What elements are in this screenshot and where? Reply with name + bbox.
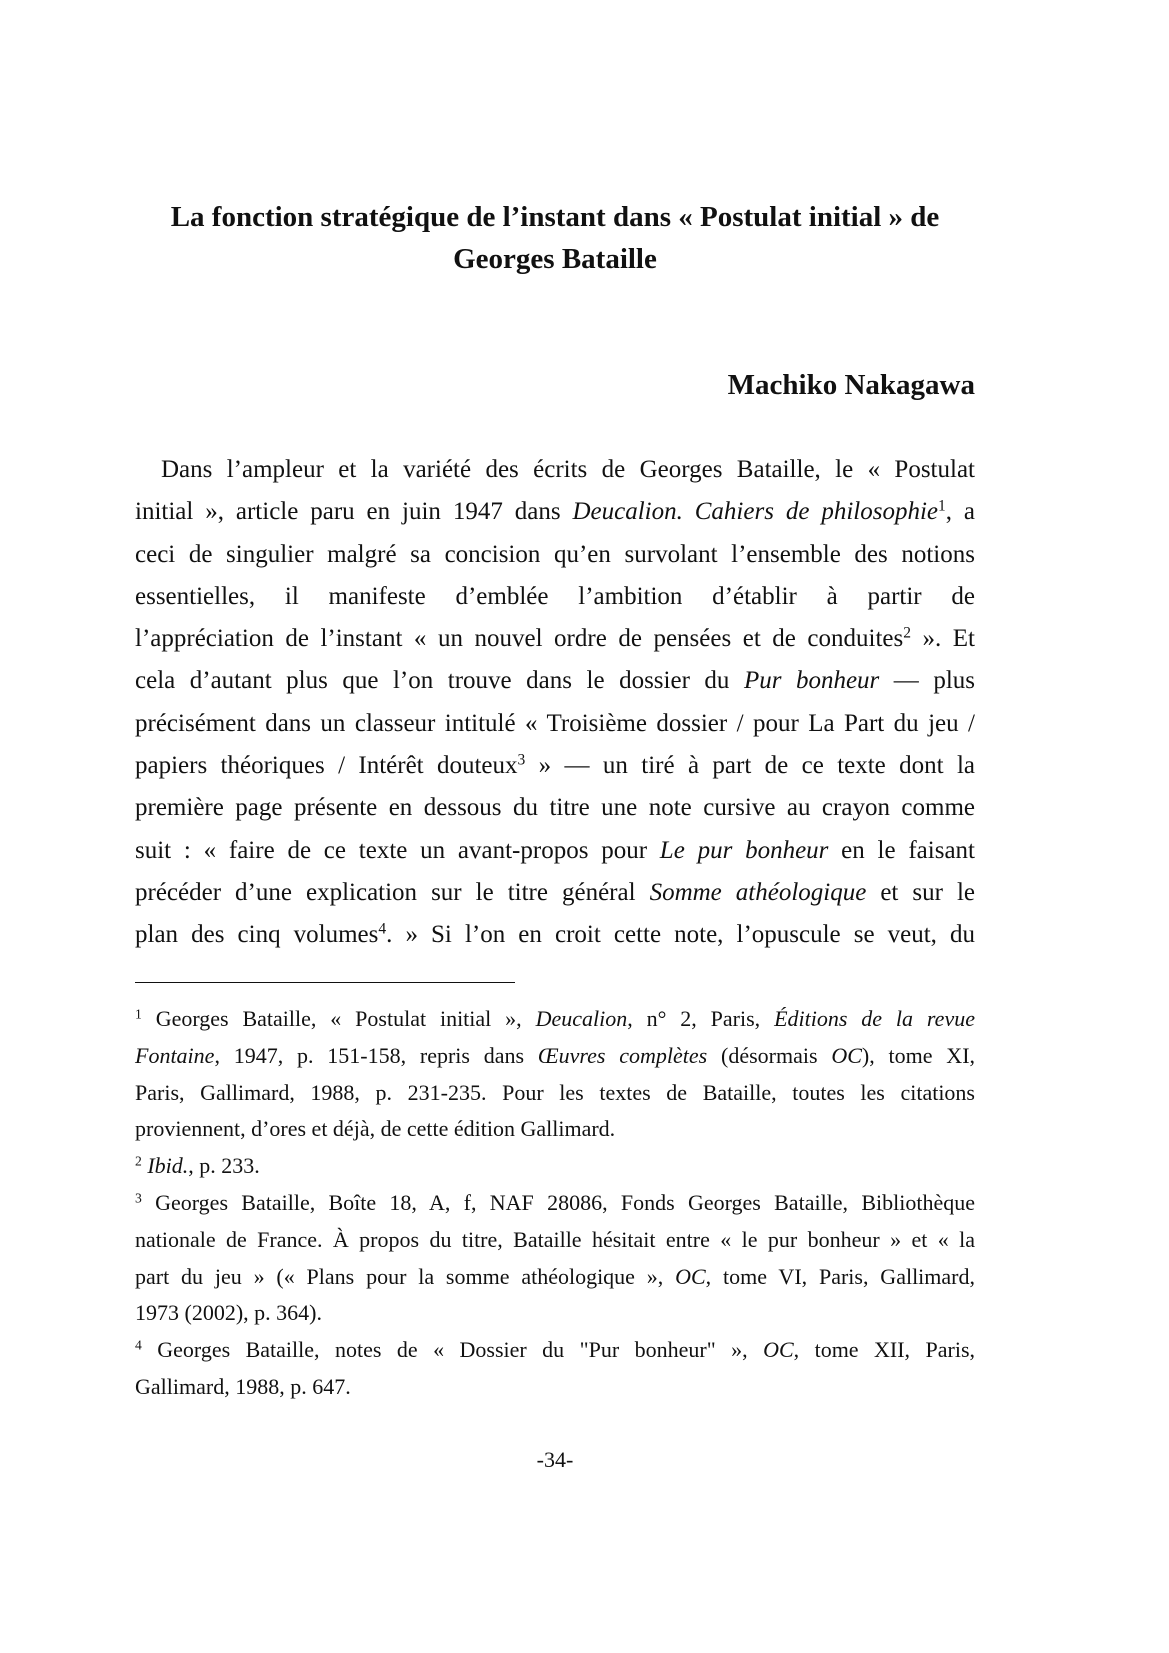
italic-text: Deucalion [535,1006,628,1031]
text-segment: papiers théoriques / Intérêt douteux [135,752,518,780]
text-segment: précéder d’une explication sur le titre général [135,878,650,906]
text-line [135,1001,975,1038]
text-segment: l’appréciation de l’instant « un nouvel ordre de pensées et de conduites [135,625,904,653]
text-line [135,618,975,660]
text-segment: , p. 233. [188,1153,260,1179]
text-line [135,1148,975,1185]
footnotes [135,1001,975,1406]
text-segment: , n° 2, Paris, [627,1006,775,1031]
italic-text: OC [831,1042,862,1068]
text-segment: ), tome XI, [861,1042,976,1068]
text-segment: . » Si l’on en croit cette note, l’opuscule se veut, du [386,921,975,949]
text-segment: initial », article paru en juin 1947 dans [135,498,573,526]
italic-text: Fontaine [135,1042,215,1068]
italic-text: OC [675,1263,706,1289]
body-paragraph [135,449,975,957]
footnote-2 [135,1148,975,1185]
footnote-3 [135,1185,975,1332]
text-segment: Georges Bataille, notes de « Dossier du "Pur bonheur" », [141,1337,764,1363]
footnote-reference: 2 [135,1153,142,1169]
italic-text: Pur bonheur [743,667,880,695]
text-segment: précisément dans un classeur intitulé « Troisième dossier / pour La Part du jeu / [135,709,975,737]
text-segment: Georges Bataille, Boîte 18, A, f, NAF 28086, Fonds Georges Bataille, Bibliothèque [141,1189,975,1215]
italic-text: Ibid. [147,1153,189,1179]
italic-text: Œuvres complètes [537,1042,708,1068]
italic-text: Deucalion. Cahiers de philosophie [572,498,938,526]
text-line [135,1222,975,1259]
text-line [135,1295,975,1332]
text-segment: Gallimard, 1988, p. 647. [135,1373,351,1399]
title-line: Georges Bataille [453,243,657,275]
text-line [135,1259,975,1296]
text-segment: 1973 (2002), p. 364). [135,1300,322,1326]
text-segment: essentielles, il manifeste d’emblée l’ambition d’établir à partir de [135,582,975,610]
footnote-4 [135,1332,975,1406]
text-line [135,1332,975,1369]
text-segment: — plus [879,667,975,695]
text-line [135,660,975,702]
text-segment: (désormais [707,1042,832,1068]
text-segment: cela d’autant plus que l’on trouve dans le dossier du [135,667,744,695]
footnote-reference: 3 [135,1190,142,1206]
text-segment: proviennent, d’ores et déjà, de cette édition Gallimard. [135,1116,616,1142]
text-segment: première page présente en dessous du titre une note cursive au crayon comme [135,794,975,822]
text-segment: nationale de France. À propos du titre, Bataille hésitait entre « le pur bonheur » et « la [135,1226,975,1252]
author-name: Machiko Nakagawa [727,369,975,401]
text-line [135,787,975,829]
footnote-separator [135,982,515,983]
text-segment: part du jeu » (« Plans pour la somme athéologique », [135,1263,676,1289]
text-line [135,872,975,914]
text-segment: , 1947, p. 151-158, repris dans [214,1042,538,1068]
text-segment: ». Et [910,625,976,653]
text-line [135,491,975,533]
text-line [135,1111,975,1148]
text-segment: , a [945,498,975,526]
text-line [135,1075,975,1112]
text-segment: , tome VI, Paris, Gallimard, [705,1263,975,1289]
page-number: -34- [536,1447,574,1472]
text-line [135,914,975,956]
text-segment: Paris, Gallimard, 1988, p. 231-235. Pour les textes de Bataille, toutes les citations [135,1079,975,1105]
text-line [135,576,975,618]
italic-text: Le pur bonheur [659,836,829,864]
italic-text: Éditions de la revue [774,1006,975,1031]
text-line [135,1369,975,1406]
text-line [135,703,975,745]
text-line [135,449,975,491]
text-segment: plan des cinq volumes [135,921,379,949]
text-line [135,1185,975,1222]
footnote-reference: 4 [135,1337,142,1353]
footnote-reference: 2 [903,624,911,642]
footnote-1 [135,1001,975,1148]
text-line [135,1038,975,1075]
text-segment: en le faisant [828,836,975,864]
text-segment: Dans l’ampleur et la variété des écrits de Georges Bataille, le « Postulat [161,456,975,483]
text-segment: et sur le [866,878,975,906]
text-line [135,534,975,576]
text-segment: suit : « faire de ce texte un avant-propos pour [135,836,660,864]
text-segment: » — un tiré à part de ce texte dont la [525,752,976,780]
text-segment: , tome XII, Paris, [793,1337,976,1363]
text-segment: ceci de singulier malgré sa concision qu’en survolant l’ensemble des notions [135,540,975,568]
footnote-reference: 1 [135,1006,142,1022]
text-segment: Georges Bataille, « Postulat initial », [141,1006,536,1031]
text-line [135,830,975,872]
italic-text: OC [763,1337,794,1363]
text-line [135,745,975,787]
footnote-reference: 1 [938,497,946,515]
article-title [135,196,975,280]
italic-text: Somme athéologique [649,878,867,906]
footnote-reference: 4 [378,920,387,938]
title-line: La fonction stratégique de l’instant dans « Postulat initial » de [170,201,940,233]
footnote-reference: 3 [517,751,526,769]
